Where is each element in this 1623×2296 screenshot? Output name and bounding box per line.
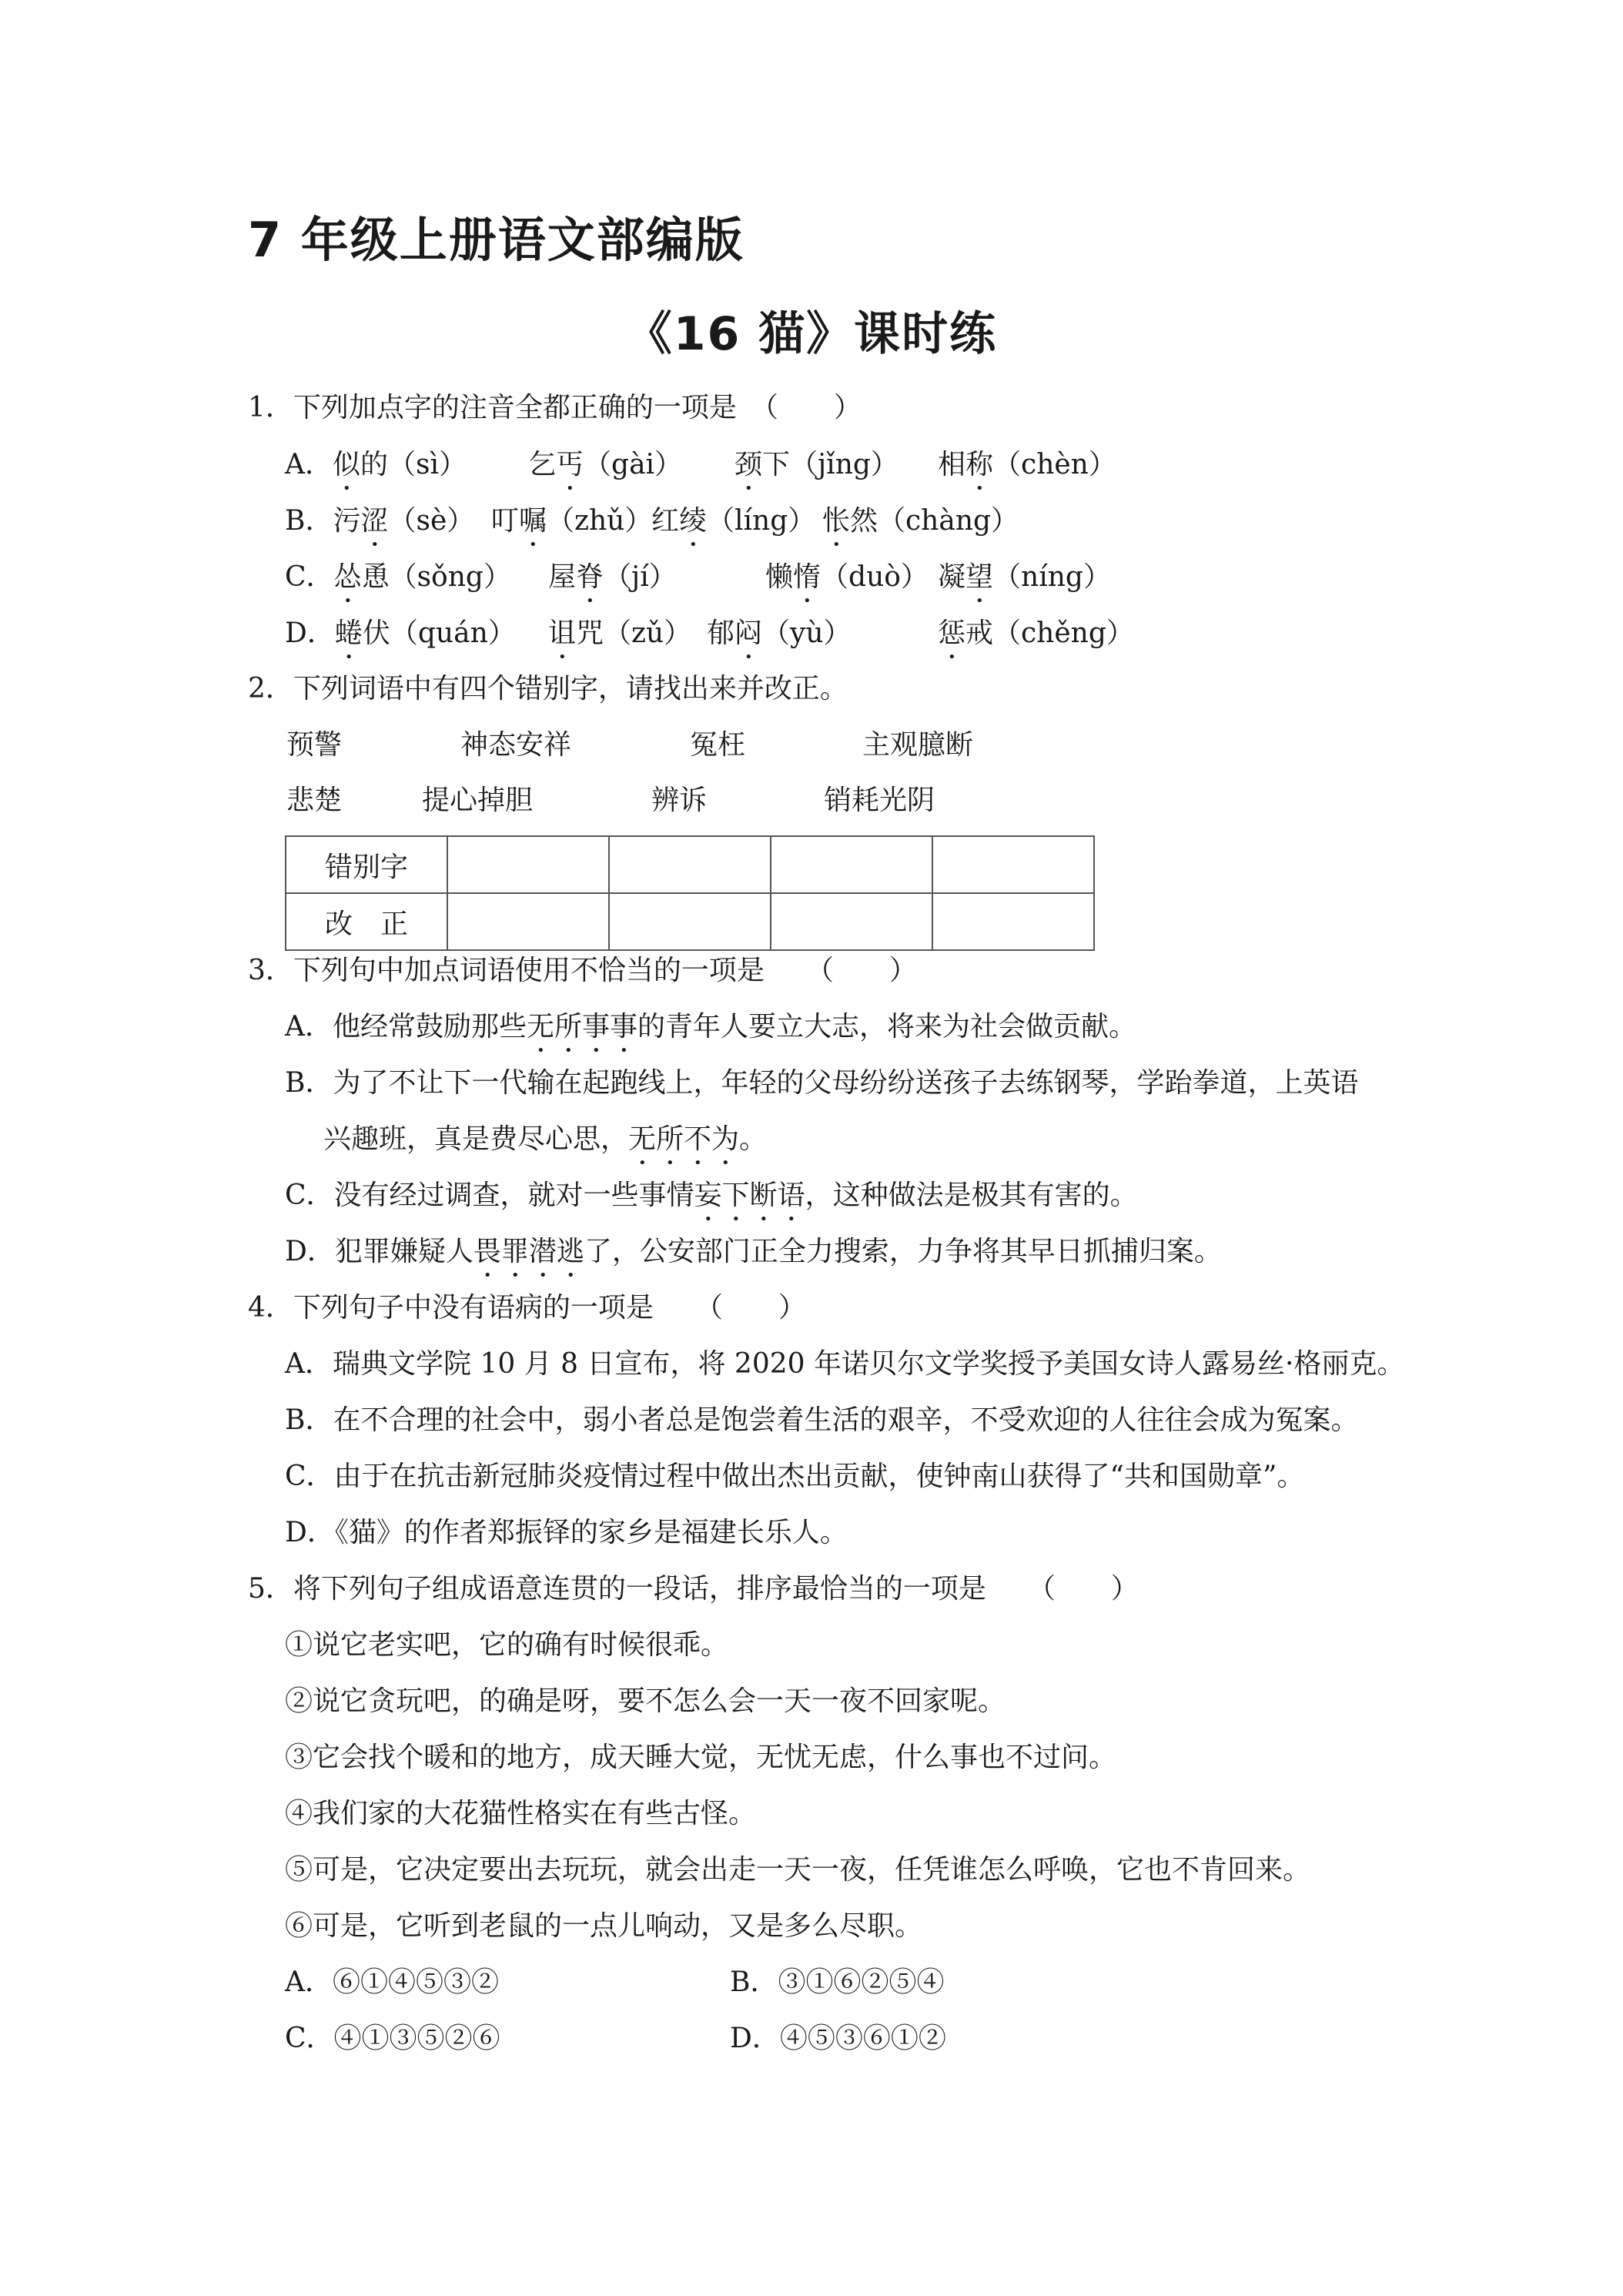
q1-option-b-4: 怅然（chàng） bbox=[822, 505, 1019, 537]
q4-option-c: C．由于在抗击新冠肺炎疫情过程中做出杰出贡献，使钟南山获得了“共和国勋章”。 bbox=[285, 1461, 1305, 1492]
q1-option-d-2: 诅咒（zǔ） bbox=[548, 618, 692, 649]
q5-sentence-1: ①说它老实吧，它的确有时候很乖。 bbox=[285, 1629, 729, 1661]
answer-cell[interactable] bbox=[932, 893, 1094, 950]
answer-cell[interactable] bbox=[771, 893, 932, 950]
q3-option-b-line2: 兴趣班，真是费尽心思，无所不为。 bbox=[323, 1123, 768, 1155]
q5-sentence-5: ⑤可是，它决定要出去玩玩，就会出走一天一夜，任凭谁怎么呼唤，它也不肯回来。 bbox=[285, 1854, 1311, 1886]
q5-sentence-3: ③它会找个暖和的地方，成天睡大觉，无忧无虑，什么事也不过问。 bbox=[285, 1742, 1117, 1773]
q4-option-a: A．瑞典文学院 10 月 8 日宣布，将 2020 年诺贝尔文学奖授予美国女诗人露易丝·格丽克。 bbox=[285, 1348, 1405, 1380]
q2-word: 提心掉胆 bbox=[422, 785, 534, 816]
q1-option-a-2: 乞丐（gài） bbox=[528, 449, 683, 480]
q5-option-b: B．③①⑥②⑤④ bbox=[730, 1966, 945, 1998]
q1-option-c-4: 凝望（níng） bbox=[938, 561, 1111, 593]
q5-option-d: D．④⑤③⑥①② bbox=[730, 2023, 946, 2054]
q1-option-c-2: 屋脊（jí） bbox=[548, 561, 677, 593]
page-title: 7 年级上册语文部编版 bbox=[248, 212, 745, 268]
q1-option-a-1: A．似的（sì） bbox=[285, 449, 467, 480]
page-subtitle: 《16 猫》课时练 bbox=[625, 307, 998, 361]
q3-option-b-line1: B．为了不让下一代输在起跑线上，年轻的父母纷纷送孩子去练钢琴，学跆拳道，上英语 bbox=[285, 1067, 1359, 1099]
answer-cell[interactable] bbox=[447, 836, 609, 893]
q4-option-b: B．在不合理的社会中，弱小者总是饱尝着生活的艰辛，不受欢迎的人往往会成为冤案。 bbox=[285, 1404, 1359, 1436]
q5-stem: 5．将下列句子组成语意连贯的一段话，排序最恰当的一项是 （ ） bbox=[248, 1573, 1139, 1605]
q1-option-a-4: 相称（chèn） bbox=[938, 449, 1116, 480]
answer-cell[interactable] bbox=[447, 893, 609, 950]
q1-option-a-3: 颈下（jǐng） bbox=[735, 449, 899, 480]
q3-option-d: D．犯罪嫌疑人畏罪潜逃了，公安部门正全力搜索，力争将其早日抓捕归案。 bbox=[285, 1236, 1222, 1267]
q3-option-a: A．他经常鼓励那些无所事事的青年人要立大志，将来为社会做贡献。 bbox=[285, 1011, 1137, 1043]
q5-sentence-6: ⑥可是，它听到老鼠的一点儿响动，又是多么尽职。 bbox=[285, 1910, 923, 1942]
q2-stem: 2．下列词语中有四个错别字，请找出来并改正。 bbox=[248, 673, 848, 705]
q4-option-d: D．《猫》的作者郑振铎的家乡是福建长乐人。 bbox=[285, 1517, 848, 1548]
q5-option-a: A．⑥①④⑤③② bbox=[285, 1966, 499, 1998]
q1-stem: 1．下列加点字的注音全都正确的一项是 （ ） bbox=[248, 392, 862, 423]
q1-option-c-3: 懒惰（duò） bbox=[765, 561, 929, 593]
q3-option-c: C．没有经过调查，就对一些事情妄下断语，这种做法是极其有害的。 bbox=[285, 1180, 1138, 1211]
q2-answer-table bbox=[285, 835, 1095, 951]
table-header-correction: 改 正 bbox=[286, 893, 447, 950]
table-header-typo: 错别字 bbox=[286, 836, 447, 893]
q5-sentence-2: ②说它贪玩吧，的确是呀，要不怎么会一天一夜不回家呢。 bbox=[285, 1685, 1006, 1717]
q1-option-c-1: C．怂恿（sǒng） bbox=[285, 561, 511, 593]
q1-option-d-1: D．蜷伏（quán） bbox=[285, 618, 516, 649]
q5-option-c: C．④①③⑤②⑥ bbox=[285, 2023, 500, 2054]
q2-word: 悲楚 bbox=[286, 785, 343, 816]
q2-word: 神态安祥 bbox=[460, 729, 572, 761]
answer-cell[interactable] bbox=[609, 893, 771, 950]
q2-word: 冤枉 bbox=[690, 729, 746, 761]
q1-option-b-1: B．污涩（sè） bbox=[285, 505, 475, 537]
answer-cell[interactable] bbox=[609, 836, 771, 893]
q2-word: 辨诉 bbox=[651, 785, 708, 816]
q1-option-d-4: 惩戒（chěng） bbox=[938, 618, 1134, 649]
q4-stem: 4．下列句子中没有语病的一项是 （ ） bbox=[248, 1292, 806, 1324]
q3-stem: 3．下列句中加点词语使用不恰当的一项是 （ ） bbox=[248, 955, 917, 986]
q5-sentence-4: ④我们家的大花猫性格实在有些古怪。 bbox=[285, 1798, 757, 1829]
q1-option-b-3: 红绫（líng） bbox=[651, 505, 816, 537]
answer-cell[interactable] bbox=[771, 836, 932, 893]
q1-option-d-3: 郁闷（yù） bbox=[707, 618, 852, 649]
q2-word: 主观臆断 bbox=[862, 729, 974, 761]
q1-option-b-2: 叮嘱（zhǔ） bbox=[491, 505, 653, 537]
answer-cell[interactable] bbox=[932, 836, 1094, 893]
q2-word: 预警 bbox=[286, 729, 343, 761]
q2-word: 销耗光阴 bbox=[824, 785, 935, 816]
